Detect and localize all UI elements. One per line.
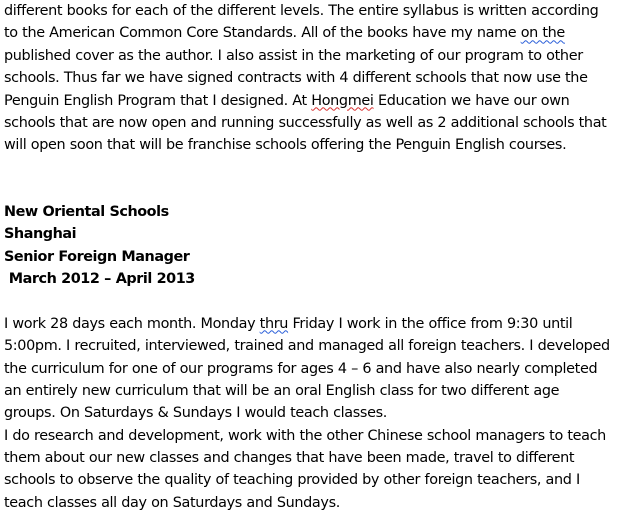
grammar-flag-thru[interactable]: thru <box>259 315 289 332</box>
job-dates: March 2012 – April 2013 <box>4 271 195 288</box>
intro-line-1: different books for each of the different levels. The entire syllabus is written according <box>4 3 599 19</box>
intro-line-7: will open soon that will be franchise schools offering the Penguin English courses. <box>4 137 567 154</box>
job-heading <box>4 201 632 291</box>
employer-name: New Oriental Schools <box>4 203 169 220</box>
duties-line-3: the curriculum for one of our programs for ages 4 – 6 and have also nearly completed <box>4 360 598 377</box>
duties-line-1-text-b: Friday I work in the office from 9:30 until <box>288 315 573 332</box>
intro-line-2 <box>4 22 632 44</box>
grammar-flag-on-the[interactable]: on the <box>520 25 565 42</box>
intro-line-2-text: to the American Common Core Standards. All of the books have my name <box>4 25 521 42</box>
duties-line-9: teach classes all day on Saturdays and Sundays. <box>4 494 340 511</box>
intro-line-5 <box>4 90 632 112</box>
job-location: Shanghai <box>4 226 77 243</box>
duties-paragraph <box>4 313 632 515</box>
blank-lines <box>4 157 632 201</box>
spelling-flag-hongmei[interactable]: Hongmei <box>311 92 374 109</box>
duties-line-1-text-a: I work 28 days each month. Monday <box>4 315 260 332</box>
job-title: Senior Foreign Manager <box>4 248 190 265</box>
duties-line-5: groups. On Saturdays & Sundays I would teach classes. <box>4 405 387 422</box>
intro-line-6: schools that are now open and running successfully as well as 2 additional schools that <box>4 114 607 131</box>
duties-line-4: an entirely new curriculum that will be an oral English class for two different age <box>4 382 560 399</box>
document-page <box>4 0 632 514</box>
duties-line-8: schools to observe the quality of teaching provided by other foreign teachers, and I <box>4 472 580 489</box>
duties-line-1 <box>4 313 632 335</box>
duties-line-2: 5:00pm. I recruited, interviewed, trained and managed all foreign teachers. I developed <box>4 338 610 355</box>
intro-line-5-text-a: Penguin English Program that I designed. At <box>4 92 312 109</box>
intro-line-5-text-b: Education we have our own <box>373 92 570 109</box>
duties-line-6: I do research and development, work with the other Chinese school managers to teach <box>4 427 606 444</box>
intro-paragraph <box>4 0 632 157</box>
blank-line <box>4 291 632 313</box>
duties-line-7: them about our new classes and changes that have been made, travel to different <box>4 450 575 467</box>
intro-line-4: schools. Thus far we have signed contracts with 4 different schools that now use the <box>4 70 588 87</box>
intro-line-3: published cover as the author. I also assist in the marketing of our program to other <box>4 47 583 64</box>
